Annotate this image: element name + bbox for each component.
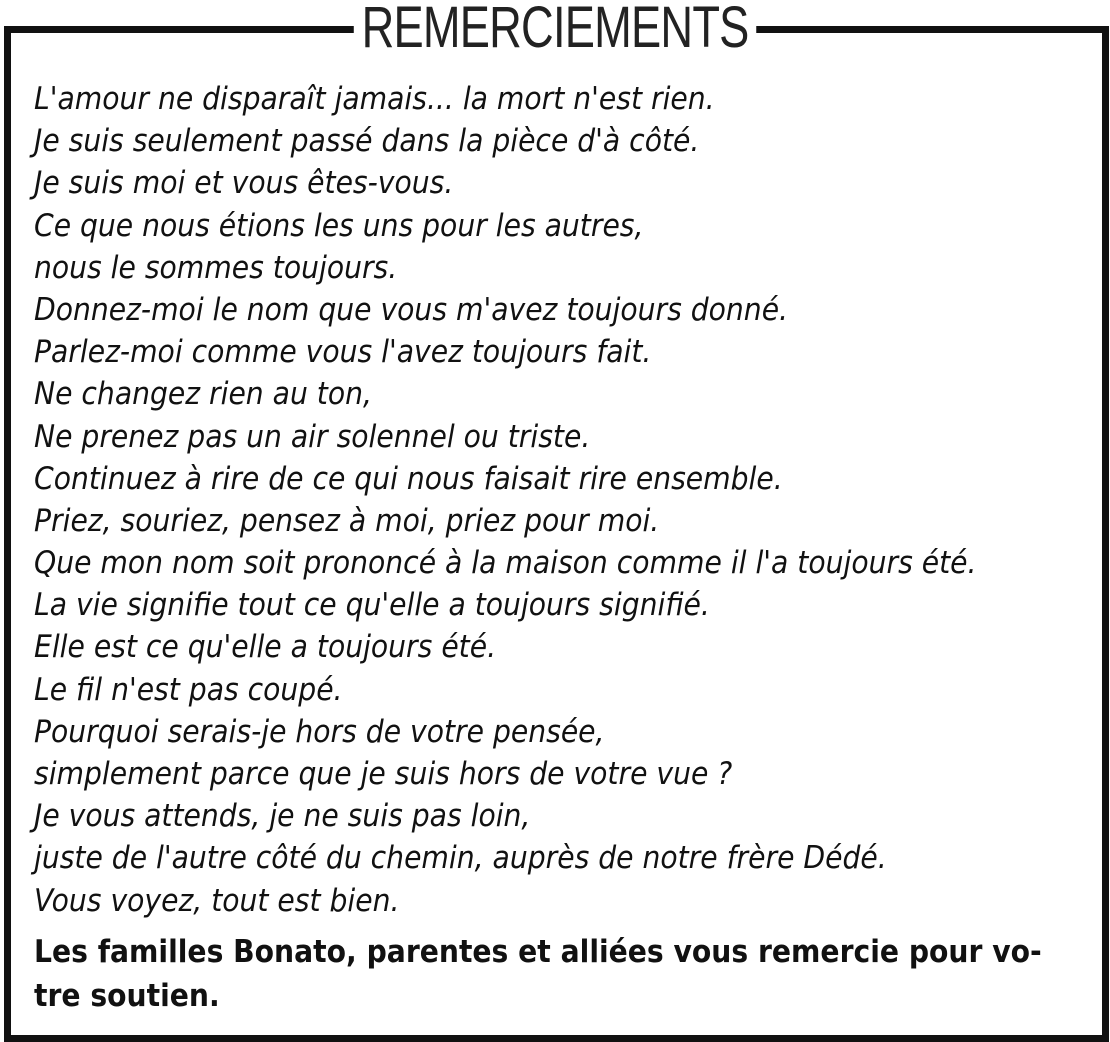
poem-line: Pourquoi serais-je hors de votre pensée, <box>34 713 605 750</box>
poem-line: Priez, souriez, pensez à moi, priez pour moi. <box>34 502 660 539</box>
poem-line: simplement parce que je suis hors de votre vue ? <box>34 756 733 792</box>
thanks-line: tre soutien. <box>34 978 220 1014</box>
family-thanks <box>34 930 1050 1018</box>
poem-line: Ce que nous étions les uns pour les autres, <box>34 207 644 244</box>
poem-line: Ne prenez pas un air solennel ou triste. <box>34 418 591 455</box>
poem-line: Je vous attends, je ne suis pas loin, <box>34 798 531 835</box>
poem-line: Que mon nom soit prononcé à la maison comme il l'a toujours été. <box>34 545 977 582</box>
poem-line: Ne changez rien au ton, <box>34 376 372 413</box>
thanks-line: Les familles Bonato, parentes et alliées vous remercie pour vo- <box>34 934 1042 970</box>
notice-title: REMERCIEMENTS <box>354 0 757 59</box>
poem-line: Elle est ce qu'elle a toujours été. <box>34 629 497 666</box>
poem-line: nous le sommes toujours. <box>34 249 398 286</box>
poem-line: Vous voyez, tout est bien. <box>34 882 400 919</box>
poem-line: Je suis moi et vous êtes-vous. <box>34 165 454 202</box>
poem-line: L'amour ne disparaît jamais... la mort n'est rien. <box>34 81 715 117</box>
title-wrapper <box>0 0 1110 62</box>
poem-line: Donnez-moi le nom que vous m'avez toujours donné. <box>34 291 789 328</box>
poem-line: Parlez-moi comme vous l'avez toujours fait. <box>34 334 652 371</box>
poem-line: Continuez à rire de ce qui nous faisait rire ensemble. <box>34 460 783 497</box>
poem-text <box>34 78 994 922</box>
poem-line: La vie signifie tout ce qu'elle a toujours signifié. <box>34 587 710 624</box>
poem-line: juste de l'autre côté du chemin, auprès de notre frère Dédé. <box>34 840 887 877</box>
poem-line: Le fil n'est pas coupé. <box>34 671 343 708</box>
poem-line: Je suis seulement passé dans la pièce d'à côté. <box>34 123 700 160</box>
